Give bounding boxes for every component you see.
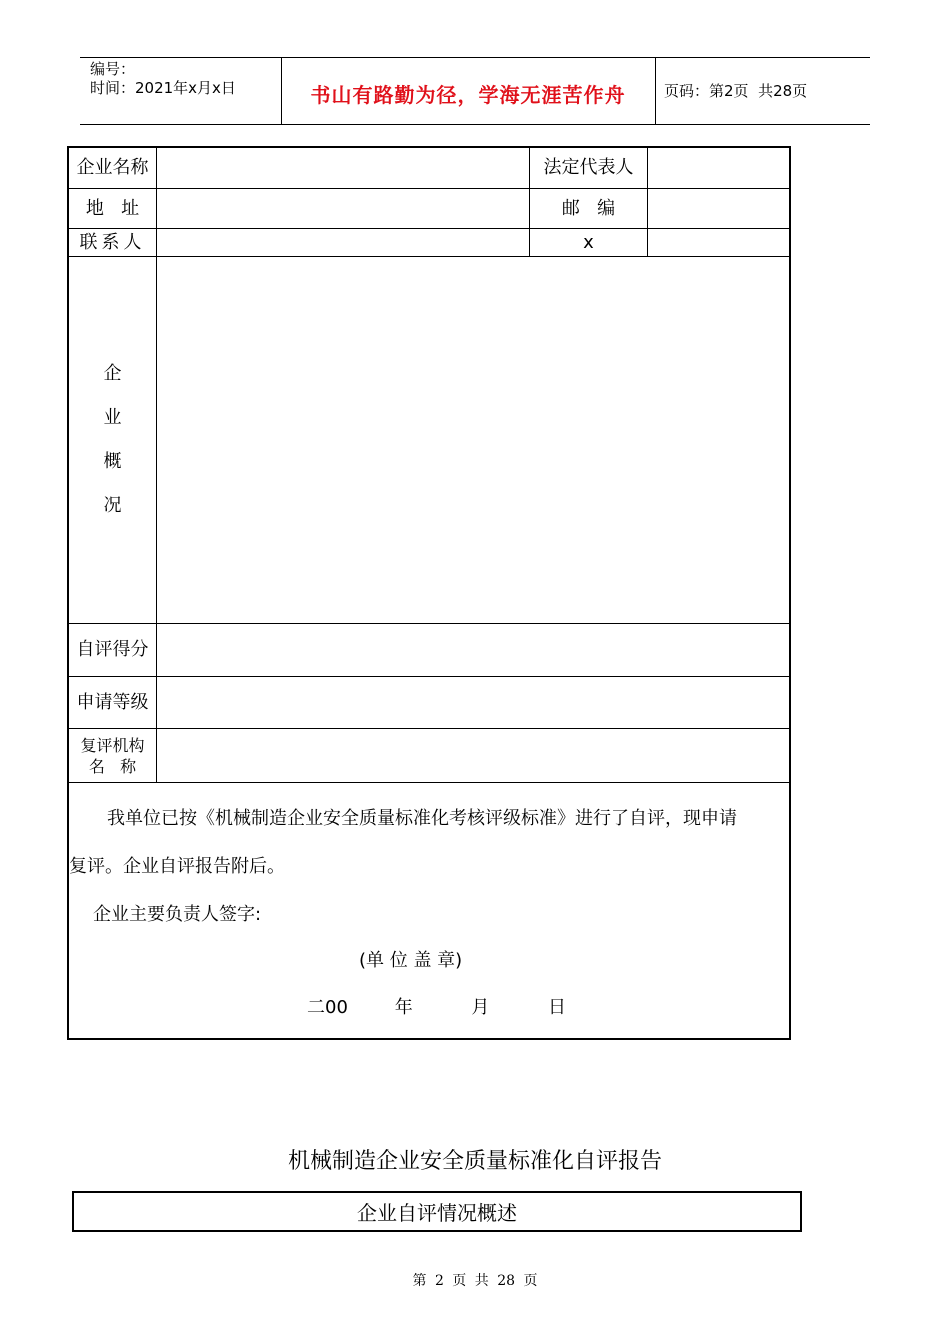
report-title: 机械制造企业安全质量标准化自评报告 xyxy=(287,1149,662,1174)
reviewer-org-field[interactable] xyxy=(157,729,789,782)
date-line: 二00 年 月 日 xyxy=(307,997,567,1018)
overview-char: 业 xyxy=(103,407,122,428)
reviewer-org-label-line1: 复评机构 xyxy=(80,735,145,755)
legal-representative-label: 法定代表人 xyxy=(543,157,634,178)
document-number-label: 编号： xyxy=(90,60,136,78)
form-row-divider xyxy=(69,782,789,783)
application-grade-field[interactable] xyxy=(157,677,789,728)
postcode-label: 邮 编 xyxy=(561,197,616,219)
contact-extra-field[interactable] xyxy=(648,229,789,256)
overview-char: 概 xyxy=(103,451,122,472)
self-score-label: 自评得分 xyxy=(76,639,149,660)
postcode-field[interactable] xyxy=(648,189,789,228)
contact-person-field[interactable] xyxy=(157,229,529,256)
contact-extra-label: x xyxy=(583,231,594,253)
header-top-rule xyxy=(80,57,870,58)
header-bottom-rule xyxy=(80,124,870,125)
section-heading-box: 企业自评情况概述 xyxy=(72,1191,802,1232)
header-divider-right xyxy=(655,57,656,124)
reviewer-org-label-line2: 名 称 xyxy=(88,756,137,776)
header-motto: 书山有路勤为径，学海无涯苦作舟 xyxy=(310,83,626,107)
overview-char: 况 xyxy=(103,495,122,516)
self-score-field[interactable] xyxy=(157,624,789,676)
address-label: 地 址 xyxy=(85,197,140,219)
company-overview-label xyxy=(69,257,156,623)
legal-representative-field[interactable] xyxy=(648,148,789,188)
application-form xyxy=(67,146,791,1040)
overview-char: 企 xyxy=(103,363,122,384)
page-footer: 第 2 页 共 28 页 xyxy=(412,1273,538,1289)
seal-label: (单 位 盖 章) xyxy=(359,950,463,971)
statement-line-1: 我单位已按《机械制造企业安全质量标准化考核评级标准》进行了自评，现申请 xyxy=(107,808,737,829)
company-name-field[interactable] xyxy=(157,148,529,188)
application-grade-label: 申请等级 xyxy=(76,691,149,713)
reviewer-org-label xyxy=(69,729,156,782)
signature-label: 企业主要负责人签字: xyxy=(93,904,262,925)
address-field[interactable] xyxy=(157,189,529,228)
contact-person-label: 联系人 xyxy=(79,231,146,253)
statement-line-2: 复评。企业自评报告附后。 xyxy=(69,856,285,877)
company-overview-field[interactable] xyxy=(157,257,789,623)
header-page-info: 页码：第2页 共28页 xyxy=(664,82,808,100)
company-name-label: 企业名称 xyxy=(76,157,149,178)
document-time-label: 时间：2021年x月x日 xyxy=(90,79,236,97)
